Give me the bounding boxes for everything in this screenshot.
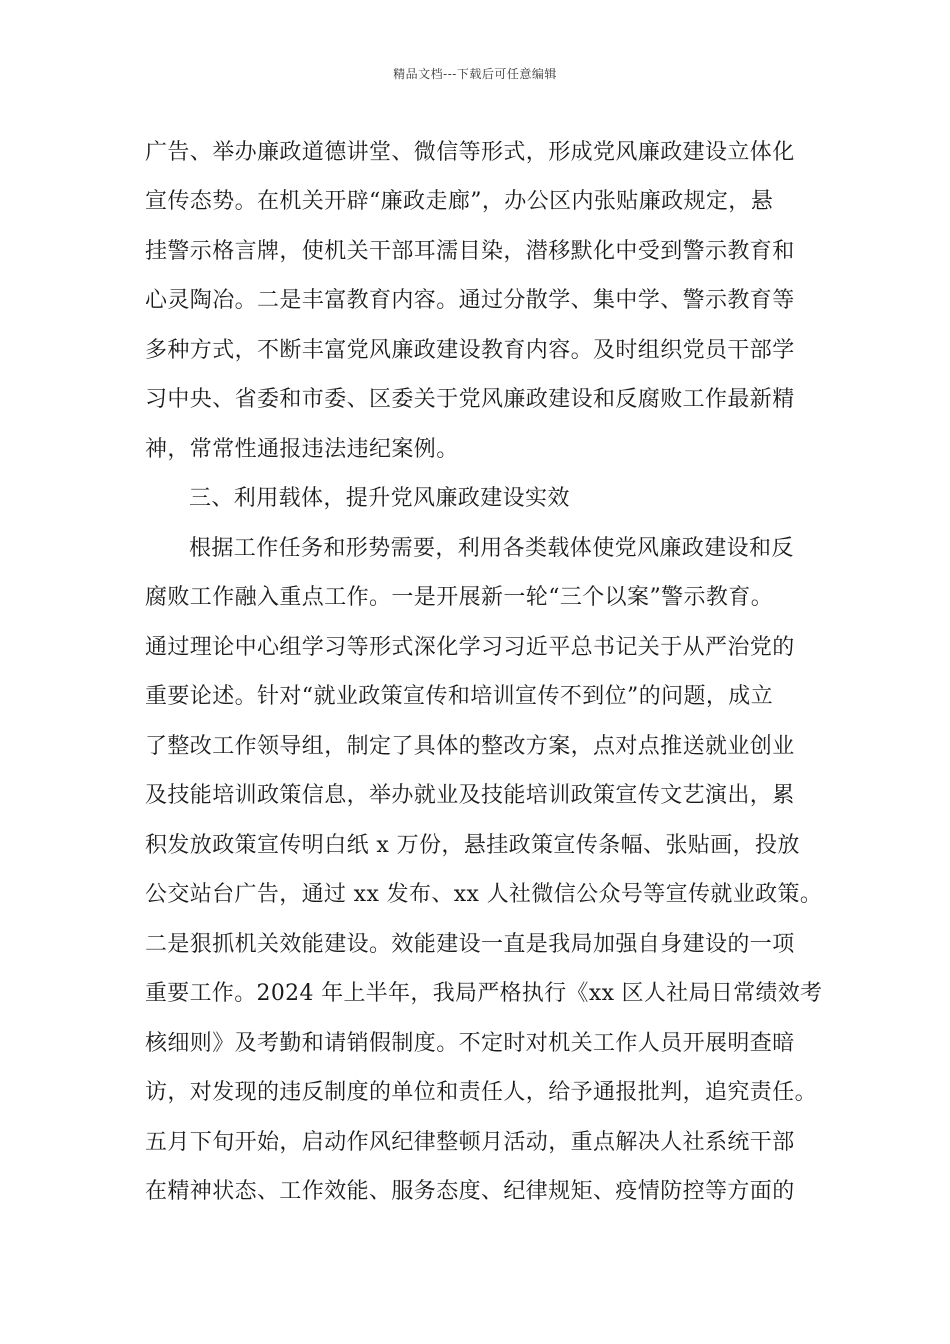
body-line: 宣传态势。在机关开辟“廉政走廊”，办公区内张贴廉政规定，悬 — [145, 189, 774, 214]
body-line: 在精神状态、工作效能、服务态度、纪律规矩、疫情防控等方面的 — [145, 1179, 795, 1204]
body-line: 积发放政策宣传明白纸 x 万份，悬挂政策宣传条幅、张贴画，投放 — [145, 833, 800, 858]
body-line: 通过理论中心组学习等形式深化学习习近平总书记关于从严治党的 — [145, 635, 795, 660]
body-line: 习中央、省委和市委、区委关于党风廉政建设和反腐败工作最新精 — [145, 387, 795, 412]
body-line: 心灵陶冶。二是丰富教育内容。通过分散学、集中学、警示教育等 — [145, 288, 795, 313]
body-line: 核细则》及考勤和请销假制度。不定时对机关工作人员开展明查暗 — [145, 1031, 795, 1056]
body-line: 腐败工作融入重点工作。一是开展新一轮“三个以案”警示教育。 — [145, 585, 774, 610]
body-line: 及技能培训政策信息，举办就业及技能培训政策宣传文艺演出，累 — [145, 783, 795, 808]
body-line: 了整改工作领导组，制定了具体的整改方案，点对点推送就业创业 — [145, 734, 795, 759]
body-line: 重要工作。2024 年上半年，我局严格执行《xx 区人社局日常绩效考 — [145, 981, 823, 1006]
body-line: 挂警示格言牌，使机关干部耳濡目染，潜移默化中受到警示教育和 — [145, 239, 795, 264]
page-header: 精品文档---下载后可任意编辑 — [393, 67, 557, 81]
body-line: 访，对发现的违反制度的单位和责任人，给予通报批判，追究责任。 — [145, 1080, 818, 1105]
body-line: 根据工作任务和形势需要，利用各类载体使党风廉政建设和反 — [189, 536, 794, 561]
body-line: 广告、举办廉政道德讲堂、微信等形式，形成党风廉政建设立体化 — [145, 140, 795, 165]
body-line: 重要论述。针对“就业政策宣传和培训宣传不到位”的问题，成立 — [145, 684, 774, 709]
body-line: 二是狠抓机关效能建设。效能建设一直是我局加强自身建设的一项 — [145, 932, 795, 957]
section-heading: 三、利用载体，提升党风廉政建设实效 — [189, 486, 570, 511]
body-line: 公交站台广告，通过 xx 发布、xx 人社微信公众号等宣传就业政策。 — [145, 882, 823, 907]
body-line: 神，常常性通报违法违纪案例。 — [145, 437, 459, 462]
body-line: 五月下旬开始，启动作风纪律整顿月活动，重点解决人社系统干部 — [145, 1130, 795, 1155]
body-line: 多种方式，不断丰富党风廉政建设教育内容。及时组织党员干部学 — [145, 338, 795, 363]
